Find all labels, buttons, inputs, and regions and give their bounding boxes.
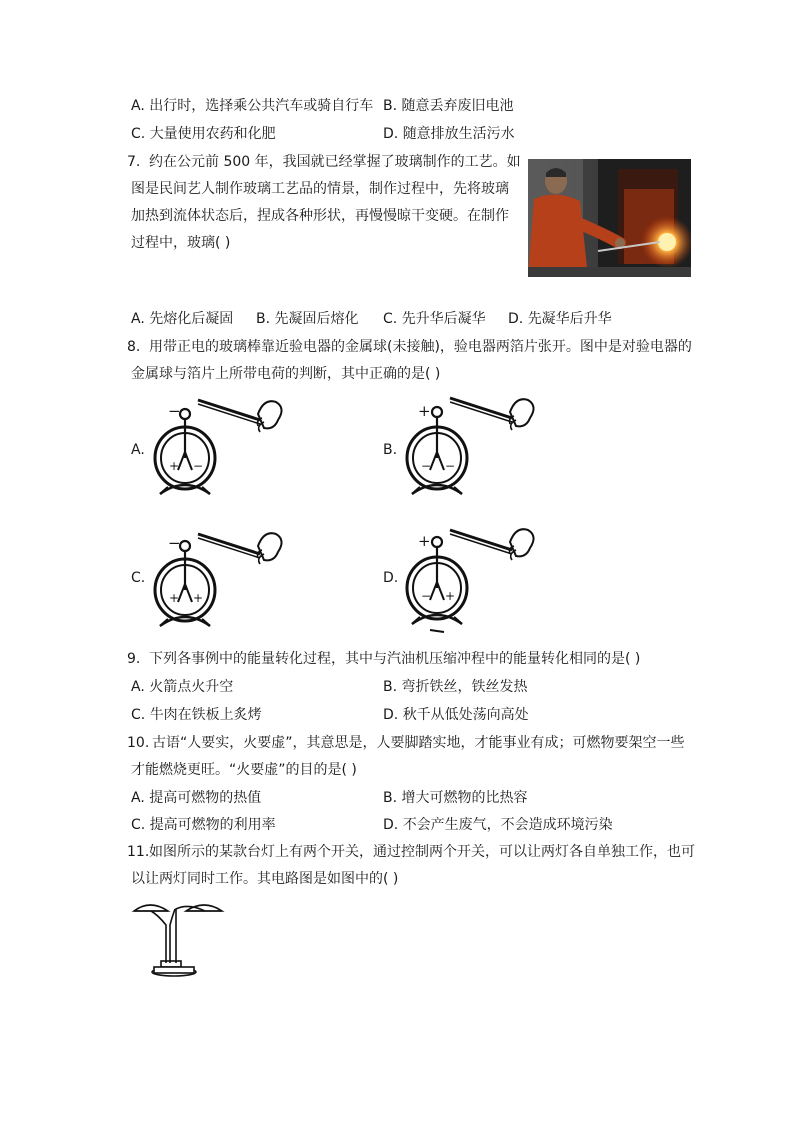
svg-text:+: + [193, 591, 204, 605]
q6-option-b: B. 随意丢弃废旧电池 [383, 98, 514, 114]
svg-text:+: + [169, 591, 180, 605]
q10-option-c: C. 提高可燃物的利用率 [131, 817, 276, 833]
glassblowing-photo [528, 159, 691, 277]
q8-c-ball-charge: − [168, 534, 181, 552]
q11-stem-line-2: 以让两灯同时工作。其电路图是如图中的( ) [131, 871, 399, 887]
q10-option-a: A. 提高可燃物的热值 [131, 790, 262, 806]
q10-option-b: B. 增大可燃物的比热容 [383, 790, 528, 806]
q6-option-a: A. 出行时，选择乘公共汽车或骑自行车 [131, 98, 374, 114]
q8-d-ball-charge: + [418, 532, 431, 550]
q7-stem-line-3: 加热到流体状态后，捏成各种形状，再慢慢晾干变硬。在制作 [131, 208, 509, 224]
q7-option-c: C. 先升华后凝华 [383, 311, 486, 327]
q11-number: 11. [127, 844, 150, 860]
q10-stem-line-1: 古语“人要实，火要虚”，其意思是，人要脚踏实地，才能事业有成；可燃物要架空一些 [152, 735, 685, 751]
svg-text:+: + [445, 589, 456, 603]
desk-lamp-figure [128, 895, 228, 980]
q8-electroscope-b [402, 392, 542, 504]
q6-option-c: C. 大量使用农药和化肥 [131, 126, 276, 142]
svg-text:−: − [445, 459, 456, 473]
svg-text:−: − [421, 589, 432, 603]
q7-stem-line-1: 约在公元前 500 年，我国就已经掌握了玻璃制作的工艺。如 [149, 154, 521, 170]
q8-a-ball-charge: − [168, 402, 181, 420]
q7-number: 7. [127, 154, 141, 170]
q8-electroscope-c [150, 522, 290, 636]
q7-option-d: D. 先凝华后升华 [508, 311, 612, 327]
q8-b-ball-charge: + [418, 402, 431, 420]
q10-number: 10. [127, 735, 150, 751]
q9-option-b: B. 弯折铁丝，铁丝发热 [383, 679, 528, 695]
q8-option-a-letter: A. [131, 442, 145, 458]
svg-text:−: − [193, 459, 204, 473]
q6-option-d: D. 随意排放生活污水 [383, 126, 515, 142]
q7-stem-line-4: 过程中，玻璃( ) [131, 235, 231, 251]
q9-stem: 下列各事例中的能量转化过程，其中与汽油机压缩冲程中的能量转化相同的是( ) [149, 651, 641, 667]
q7-option-a: A. 先熔化后凝固 [131, 311, 234, 327]
q9-option-a: A. 火箭点火升空 [131, 679, 234, 695]
q10-option-d: D. 不会产生废气，不会造成环境污染 [383, 817, 613, 833]
q10-stem-line-2: 才能燃烧更旺。“火要虚”的目的是( ) [131, 762, 357, 778]
q8-number: 8. [127, 339, 141, 355]
svg-text:+: + [169, 459, 180, 473]
q8-option-d-letter: D. [383, 570, 399, 586]
svg-text:−: − [421, 459, 432, 473]
q9-option-d: D. 秋千从低处荡向高处 [383, 707, 529, 723]
q8-electroscope-d [402, 520, 542, 636]
q8-stem-line-1: 用带正电的玻璃棒靠近验电器的金属球(未接触)，验电器两箔片张开。图中是对验电器的 [149, 339, 692, 355]
q8-stem-line-2: 金属球与箔片上所带电荷的判断，其中正确的是( ) [131, 366, 441, 382]
q7-stem-line-2: 图是民间艺人制作玻璃工艺品的情景，制作过程中，先将玻璃 [131, 181, 509, 197]
q9-option-c: C. 牛肉在铁板上炙烤 [131, 707, 262, 723]
q8-option-c-letter: C. [131, 570, 146, 586]
q8-electroscope-a [150, 392, 290, 504]
q9-number: 9. [127, 651, 141, 667]
q11-stem-line-1: 如图所示的某款台灯上有两个开关，通过控制两个开关，可以让两灯各自单独工作，也可 [149, 844, 695, 860]
q8-option-b-letter: B. [383, 442, 398, 458]
q7-option-b: B. 先凝固后熔化 [256, 311, 359, 327]
